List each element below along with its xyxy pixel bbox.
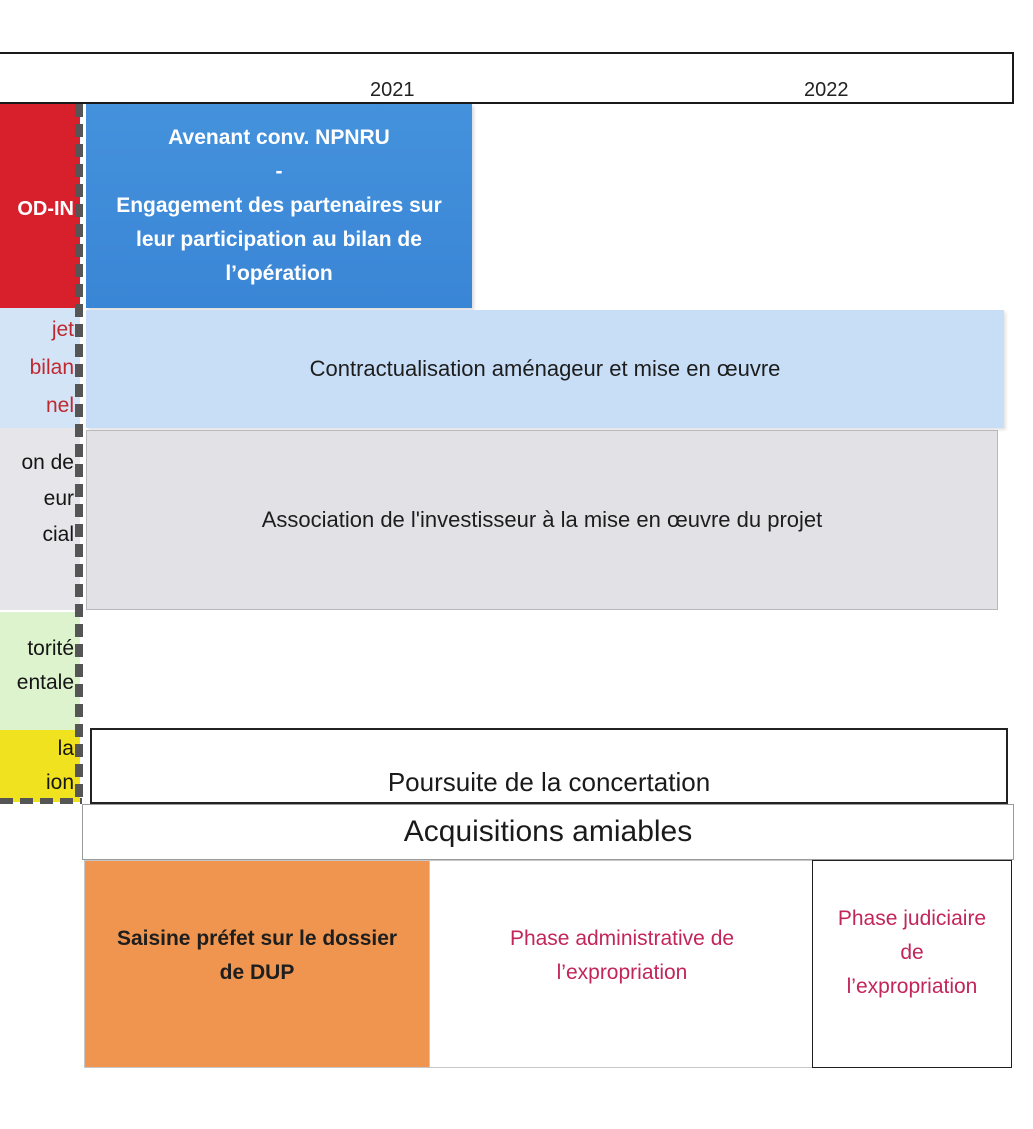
dashed-divider-line <box>75 104 83 804</box>
acquisitions-text: Acquisitions amiables <box>403 815 693 848</box>
saisine-line-2: de DUP <box>219 961 295 984</box>
left-pale-blue-line-2: bilan <box>29 356 74 379</box>
saisine-line-1: Saisine préfet sur le dossier <box>116 927 398 950</box>
left-yellow-line-2: ion <box>45 771 74 794</box>
avenant-line-4: leur participation au bilan de <box>136 228 422 251</box>
left-green-line-2: entale <box>16 671 74 694</box>
avenant-line-3: Engagement des partenaires sur <box>116 194 442 217</box>
saisine-block <box>84 860 430 1068</box>
year-2021-label: 2021 <box>370 79 415 101</box>
phase-judiciaire-line-2: de <box>900 941 924 964</box>
left-grey-block <box>0 428 80 610</box>
year-header <box>0 52 1014 104</box>
left-pale-blue-block <box>0 308 80 428</box>
left-green-line-1: torité <box>27 637 74 660</box>
association-block <box>86 430 998 610</box>
left-red-text: OD-IN <box>17 197 74 220</box>
left-red-block <box>0 104 80 308</box>
left-grey-line-2: eur <box>43 487 74 510</box>
left-grey-line-1: on de <box>21 451 74 474</box>
phase-administrative-line-1: Phase administrative de <box>509 927 735 950</box>
acquisitions-block <box>82 804 1014 860</box>
phase-judiciaire-line-1: Phase judiciaire <box>837 907 987 930</box>
left-green-block <box>0 612 80 730</box>
left-grey-line-3: cial <box>42 523 74 546</box>
concertation-block <box>90 728 1008 804</box>
phase-administrative-line-2: l’expropriation <box>556 961 688 984</box>
avenant-block <box>86 104 472 308</box>
year-2022-label: 2022 <box>804 79 849 101</box>
left-yellow-block <box>0 730 80 802</box>
association-text: Association de l'investisseur à la mise en œuvre du projet <box>261 507 823 532</box>
phase-administrative-block <box>430 860 814 1068</box>
dashed-divider-bottom <box>0 798 82 804</box>
left-yellow-line-1: la <box>57 737 74 760</box>
concertation-text: Poursuite de la concertation <box>387 767 711 797</box>
left-pale-blue-line-1: jet <box>51 318 74 341</box>
phase-judiciaire-line-3: l’expropriation <box>846 975 978 998</box>
avenant-line-5: l’opération <box>225 262 333 285</box>
left-pale-blue-line-3: nel <box>45 394 74 417</box>
avenant-line-2: - <box>275 160 283 183</box>
contractualisation-block <box>86 310 1004 428</box>
avenant-line-1: Avenant conv. NPNRU <box>168 126 390 149</box>
phase-judiciaire-block <box>812 860 1012 1068</box>
contractualisation-text: Contractualisation aménageur et mise en œuvre <box>309 356 781 381</box>
